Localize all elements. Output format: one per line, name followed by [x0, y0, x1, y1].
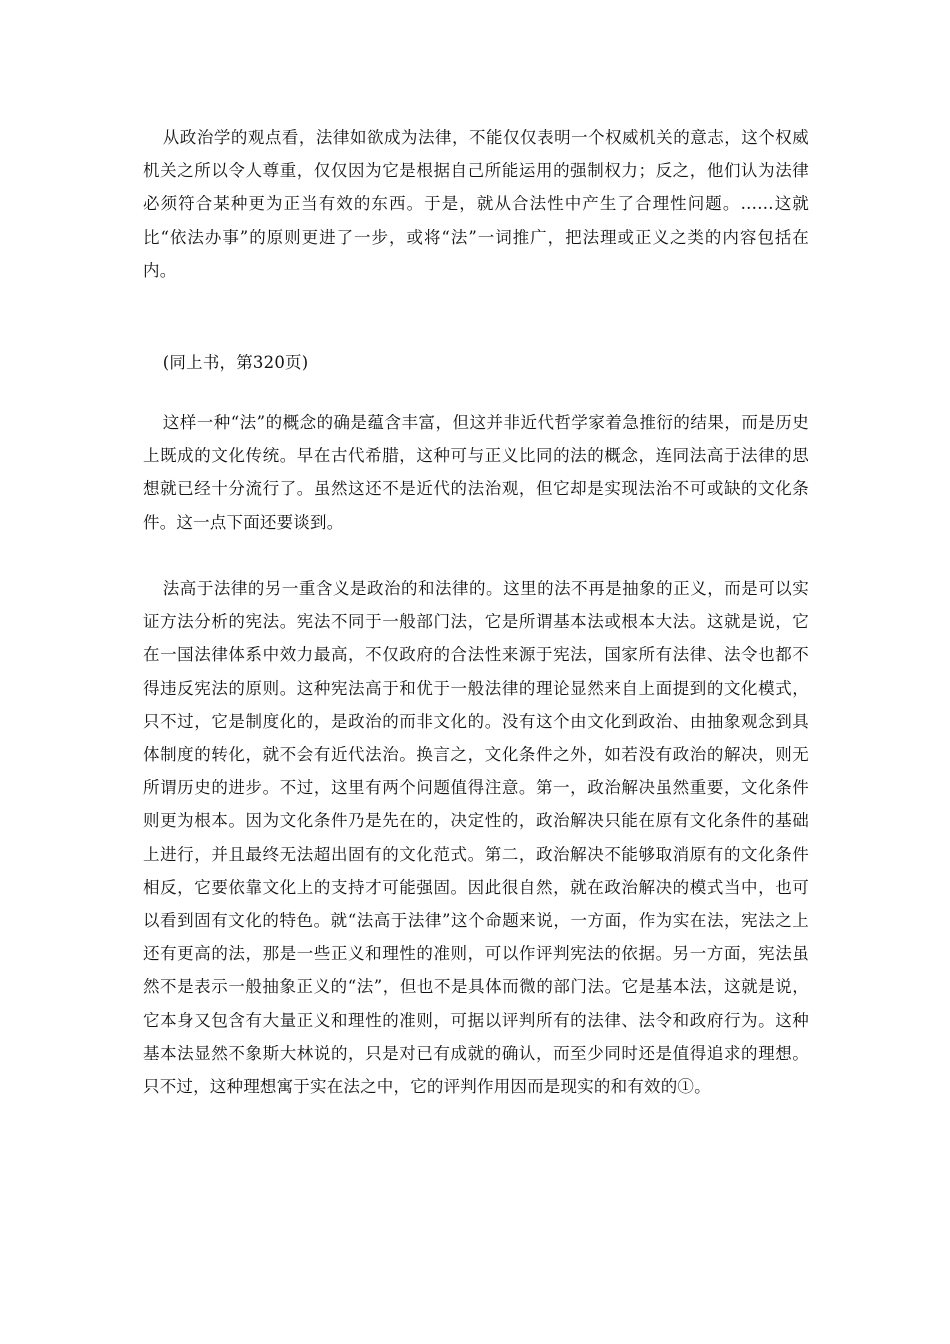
paragraph-body-2: 法高于法律的另一重含义是政治的和法律的。这里的法不再是抽象的正义，而是可以实证方法分析的宪法。宪法不同于一般部门法，它是所谓基本法或根本大法。这就是说，它在一国法律体系中效力最高，不仅政府的合法性来源于宪法，国家所有法律、法令也都不得违反宪法的原则。这种宪法高于和优于一般法律的理论显然来自上面提到的文化模式，只不过，它是制度化的，是政治的而非文化的。没有这个由文化到政治、由抽象观念到具体制度的转化，就不会有近代法治。换言之，文化条件之外，如若没有政治的解决，则无所谓历史的进步。不过，这里有两个问题值得注意。第一，政治解决虽然重要，文化条件则更为根本。因为文化条件乃是先在的，决定性的，政治解决只能在原有文化条件的基础上进行，并且最终无法超出固有的文化范式。第二，政治解决不能够取消原有的文化条件相反，它要依靠文化上的支持才可能强固。因此很自然，就在政治解决的模式当中，也可以看到固有文化的特色。就“法高于法律”这个命题来说，一方面，作为实在法，宪法之上还有更高的法，那是一些正义和理性的准则，可以作评判宪法的依据。另一方面，宪法虽然不是表示一般抽象正义的“法”，但也不是具体而微的部门法。它是基本法，这就是说，它本身又包含有大量正义和理性的准则，可据以评判所有的法律、法令和政府行为。这种基本法显然不象斯大林说的，只是对已有成就的确认，而至少同时还是值得追求的理想。只不过，这种理想寓于实在法之中，它的评判作用因而是现实的和有效的①。: [143, 579, 809, 1097]
citation: (同上书，第320页): [162, 353, 309, 372]
paragraph-body-1: 这样一种“法”的概念的确是蕴含丰富，但这并非近代哲学家着急推衍的结果，而是历史上既成的文化传统。早在古代希腊，这种可与正义比同的法的概念，连同法高于法律的思想就已经十分流行了。虽然这还不是近代的法治观，但它却是实现法治不可或缺的文化条件。这一点下面还要谈到。: [143, 413, 809, 532]
paragraph-quote: 从政治学的观点看，法律如欲成为法律，不能仅仅表明一个权威机关的意志，这个权威机关之所以令人尊重，仅仅因为它是根据自己所能运用的强制权力；反之，他们认为法律必须符合某种更为正当有效的东西。于是，就从合法性中产生了合理性问题。……这就比“依法办事”的原则更进了一步，或将“法”一词推广，把法理或正义之类的内容包括在内。: [143, 128, 809, 280]
